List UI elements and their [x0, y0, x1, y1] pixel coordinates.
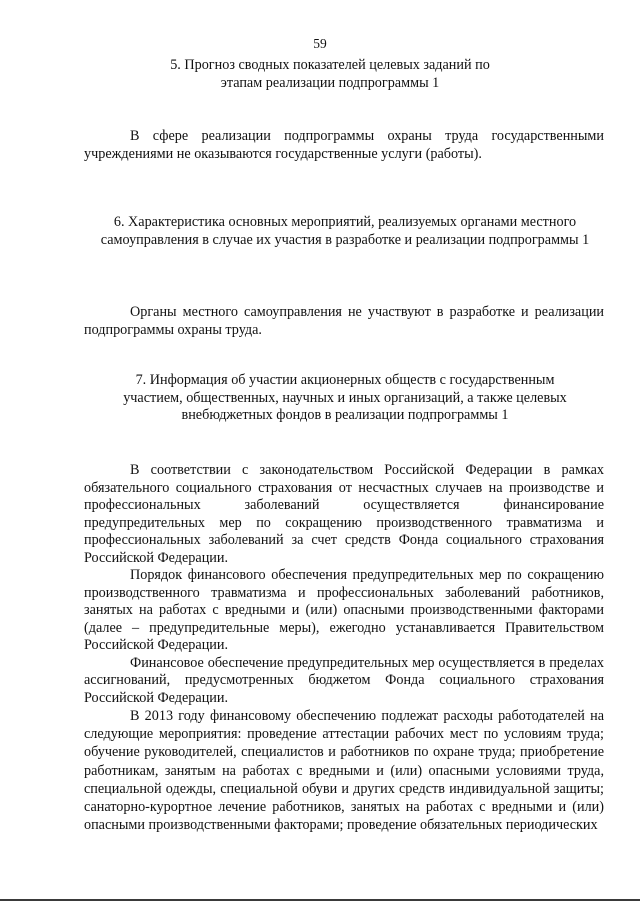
section-6-heading: [100, 214, 590, 249]
section-7-paragraph-2: Порядок финансового обеспечения предупредительных мер по сокращению производственного травматизма и профессиональных заболеваний работников, занятых на работах с вредными и (или) опасными производственными факторами (далее – предупредительные меры), ежегодно устанавливается Правительством Российской Федерации.: [84, 567, 604, 653]
section-5-body: [84, 128, 604, 163]
section-7-paragraph-1: В соответствии с законодательством Российской Федерации в рамках обязательного социального страхования от несчастных случаев на производстве и профессиональных заболеваний осуществляется финансирование предупредительных мер по сокращению производственного травматизма и профессиональных заболеваний за счет средств Фонда социального страхования Российской Федерации.: [84, 462, 604, 566]
section-7-paragraph-4: В 2013 году финансовому обеспечению подлежат расходы работодателей на следующие мероприятия: проведение аттестации рабочих мест по условиям труда; обучение руководителей, специалистов и работников по охране труда; приобретение работникам, занятым на работах с вредными и (или) опасными условиями труда, специальной одежды, специальной обуви и других средств индивидуальной защиты; санаторно-курортное лечение работников, занятых на работах с вредными и (или) опасными производственными факторами; проведение обязательных периодических: [84, 708, 604, 834]
section-5-heading-text: 5. Прогноз сводных показателей целевых заданий по этапам реализации подпрограммы 1: [170, 57, 490, 91]
section-5-paragraph: В сфере реализации подпрограммы охраны труда государственными учреждениями не оказываются государственные услуги (работы).: [84, 128, 604, 162]
section-5-heading: [150, 57, 510, 92]
section-6-heading-text: 6. Характеристика основных мероприятий, реализуемых органами местного самоуправления в случае их участия в разработке и реализации подпрограммы 1: [100, 214, 590, 248]
section-6-body: [84, 304, 604, 339]
section-7-body: [84, 462, 604, 834]
section-7-heading-text: 7. Информация об участии акционерных обществ с государственным участием, общественных, научных и иных организаций, а также целевых внебюджетных фондов в реализации подпрограммы 1: [123, 372, 567, 423]
scan-bottom-edge: [0, 899, 640, 901]
section-7-paragraph-3: Финансовое обеспечение предупредительных мер осуществляется в пределах ассигнований, предусмотренных бюджетом Фонда социального страхования Российской Федерации.: [84, 654, 604, 706]
section-6-paragraph: Органы местного самоуправления не участвуют в разработке и реализации подпрограммы охраны труда.: [84, 304, 604, 338]
section-7-heading: [110, 372, 580, 425]
page-number: 59: [313, 36, 327, 51]
